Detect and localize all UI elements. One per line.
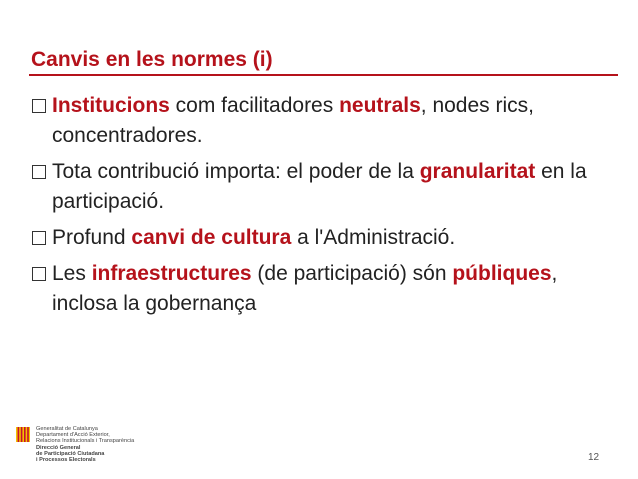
square-bullet-icon (32, 99, 46, 113)
slide-title: Canvis en les normes (i) (31, 48, 273, 71)
bullet-text: Profund (52, 226, 132, 249)
square-bullet-icon (32, 267, 46, 281)
highlighted-term: neutrals (339, 94, 421, 117)
bullet-text: , nodes rics, concentradores. (52, 94, 534, 147)
highlighted-term: Institucions (52, 94, 170, 117)
logo-line-processos: i Processos Electorals (36, 457, 96, 464)
bullet-item (32, 157, 622, 217)
logo-text (36, 426, 134, 463)
highlighted-term: canvi de cultura (131, 226, 292, 249)
square-bullet-icon (32, 231, 46, 245)
bullet-text: en la participació. (52, 160, 587, 213)
logo-line-direccio: Direcció General (36, 444, 81, 451)
logo-line-relacions: Relacions Institucionals i Transparència (36, 438, 135, 445)
highlighted-term: granularitat (419, 160, 536, 183)
bullet-text: com facilitadores (169, 94, 340, 117)
highlighted-term: públiques (452, 262, 552, 285)
title-divider (29, 74, 618, 76)
square-bullet-icon (32, 165, 46, 179)
generalitat-logo (16, 426, 134, 474)
bullet-text: Les (52, 262, 92, 285)
highlighted-term: infraestructures (91, 262, 252, 285)
logo-line-participacio: de Participació Ciutadana (36, 450, 105, 457)
logo-line-generalitat: Generalitat de Catalunya (36, 426, 98, 432)
bullet-item (32, 91, 622, 151)
bullet-text: , inclosa la gobernança (52, 262, 558, 315)
page-number: 12 (588, 452, 600, 463)
logo-line-departament: Departament d'Acció Exterior, (36, 432, 110, 439)
senyera-flag-icon (16, 427, 30, 442)
bullet-text: Tota contribució importa: el poder de la (52, 160, 420, 183)
bullet-item (32, 259, 622, 319)
bullet-text: a l'Administració. (291, 226, 456, 249)
bullet-text: (de participació) són (251, 262, 453, 285)
bullet-item (32, 223, 622, 253)
bullet-list (32, 91, 622, 325)
